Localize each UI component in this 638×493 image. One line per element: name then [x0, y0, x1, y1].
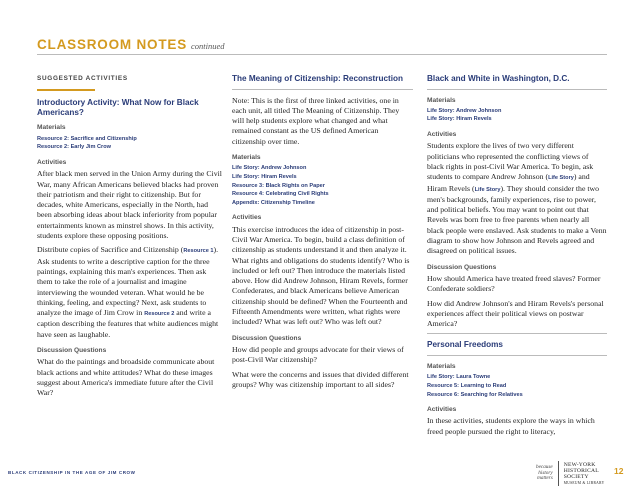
activities-label: Activities: [427, 131, 457, 139]
org-line: HISTORICAL: [563, 467, 599, 474]
divider: [427, 89, 607, 90]
activities-label: Activities: [232, 214, 262, 222]
tagline-line: history: [538, 469, 553, 476]
resource-link[interactable]: Resource 1: [183, 248, 214, 255]
footer-publication-title: BLACK CITIZENSHIP IN THE AGE OF JIM CROW: [8, 470, 136, 475]
black-white-title: Black and White in Washington, D.C.: [427, 74, 570, 83]
discussion-label: Discussion Questions: [232, 334, 302, 342]
logo-divider: [558, 461, 559, 486]
activities-label: Activities: [427, 406, 457, 414]
note-paragraph: Note: This is the first of three linked activities, one in each unit, all titled The Meaning of Citizenship. They will help students explore what changed and what remained constant as the US defined American citizenship over time.: [232, 95, 400, 146]
resource-link[interactable]: Life Story: Hiram Revels: [232, 173, 297, 180]
column-1: [37, 74, 223, 403]
activities-paragraph: This exercise introduces the idea of citizenship in post-Civil War America. To begin, build a class definition of citizenship as students understand it and then analyze it. What rights and obligations do students identify? Who is included or left out? Then introduce the materials listed above. How did Andrew Johnson, Hiram Revels, former Confederates, and black Americans believe American citizenship should be defined? When the Fourteenth and Fifteenth Amendments were written, what rights were included? What was left out? Who was left out?: [232, 224, 410, 327]
resource-link[interactable]: Life Story: Laura Towne: [427, 374, 491, 381]
discussion-text: How did people and groups advocate for their views of post-Civil War citizenship?: [232, 344, 404, 365]
resource-link[interactable]: Resource 3: Black Rights on Paper: [232, 182, 325, 189]
logo-org-name: [564, 462, 605, 486]
divider: [427, 355, 607, 356]
org-line-small: MUSEUM & LIBRARY: [563, 480, 605, 485]
resource-link[interactable]: Resource 2: Early Jim Crow: [37, 144, 111, 151]
gold-rule: [37, 89, 95, 91]
activities-paragraph: [427, 141, 607, 256]
column-3: [427, 74, 607, 441]
materials-label: Materials: [37, 124, 66, 132]
page-number: 12: [614, 466, 624, 476]
intro-activity-title: Introductory Activity: What Now for Black Americans?: [37, 98, 199, 117]
resource-link[interactable]: Resource 2: Sacrifice and Citizenship: [37, 135, 137, 142]
header-subtitle: continued: [191, 41, 225, 51]
resource-link[interactable]: Resource 4: Celebrating Civil Rights: [232, 191, 329, 198]
discussion-text: How should America have treated freed slaves? Former Confederate soldiers?: [427, 273, 601, 294]
discussion-label: Discussion Questions: [427, 263, 497, 271]
personal-freedoms-title: Personal Freedoms: [427, 340, 503, 350]
text-span: and write a caption describing the features that white audiences might have seen as laughable.: [37, 308, 219, 339]
tagline-line: because: [536, 463, 553, 470]
header-rule: [37, 54, 607, 55]
org-line: SOCIETY: [563, 473, 589, 480]
resource-link[interactable]: Life Story: [548, 175, 574, 182]
resource-link[interactable]: Life Story: [474, 186, 501, 193]
materials-label: Materials: [427, 363, 456, 371]
org-line: NEW-YORK: [563, 461, 596, 468]
activities-label: Activities: [37, 158, 67, 166]
resource-link[interactable]: Life Story: Andrew Johnson: [232, 165, 307, 172]
text-span: ). They should consider the two men's backgrounds, family experiences, rise to power, and political beliefs. You may want to point out that Revels was born free to free parents when nearly all black people were enslaved. Ask students to make a Venn diagram to show how Johnson and Revels agreed and disagreed on political issues.: [427, 183, 607, 256]
discussion-text: How did Andrew Johnson's and Hiram Revels's personal experiences affect their political views on postwar America?: [427, 298, 604, 329]
resource-link[interactable]: Life Story: Andrew Johnson: [427, 107, 502, 114]
nyhs-logo: [536, 461, 604, 486]
resource-link[interactable]: Appendix: Citizenship Timeline: [232, 199, 315, 206]
discussion-label: Discussion Questions: [37, 347, 107, 355]
body-paragraph: [37, 245, 223, 340]
resource-link[interactable]: Resource 2: [144, 311, 175, 318]
section-eyebrow: SUGGESTED ACTIVITIES: [37, 75, 128, 82]
materials-label: Materials: [232, 154, 261, 162]
text-span: Students explore the lives of two very different politicians who represented the conflicting views of black rights in post-Civil War America. To begin, ask students to compare Andrew Johnson (: [427, 141, 594, 182]
header-title: CLASSROOM NOTES: [37, 37, 188, 52]
resource-link[interactable]: Resource 6: Searching for Relatives: [427, 391, 523, 398]
tagline-line: matters: [537, 475, 553, 482]
activities-paragraph: In these activities, students explore the ways in which freed people pursued the right to literacy,: [427, 416, 595, 436]
text-span: Distribute copies of Sacrifice and Citizenship (: [37, 245, 184, 255]
divider: [232, 89, 413, 90]
body-paragraph: After black men served in the Union Army during the Civil War, many African Americans believed blacks had proven their patriotism and their right to citizenship. But for decades, white Americans, especially in the North, had been absorbing ideas about black inferiority from popular entertainments known as minstrel shows. In this activity, students explore these opposing positions.: [37, 169, 222, 241]
discussion-text: What were the concerns and issues that divided different groups? Why was citizenship important to all sides?: [232, 369, 409, 389]
materials-label: Materials: [427, 96, 456, 104]
page-header: [37, 30, 225, 52]
divider: [427, 333, 607, 334]
resource-link[interactable]: Resource 5: Learning to Read: [427, 382, 507, 389]
resource-link[interactable]: Life Story: Hiram Revels: [427, 116, 492, 123]
text-span: ) and Hiram Revels (: [427, 172, 590, 193]
discussion-text: What do the paintings and broadside communicate about black actions and white attitudes? What do these images suggest about America's immediate future after the Civil War?: [37, 357, 215, 398]
text-span: ). Ask students to write a descriptive caption for the three paintings, explaining this man's experiences. Then ask them to take the role of a journalist and imagine interviewing the wounded veteran. What would he be thinking, feeling, and expecting? Next, ask students to analyze the image of Jim Crow in: [37, 245, 219, 318]
column-2: [232, 74, 413, 394]
citizenship-title: The Meaning of Citizenship: Reconstruction: [232, 74, 404, 83]
logo-tagline: [536, 465, 553, 482]
